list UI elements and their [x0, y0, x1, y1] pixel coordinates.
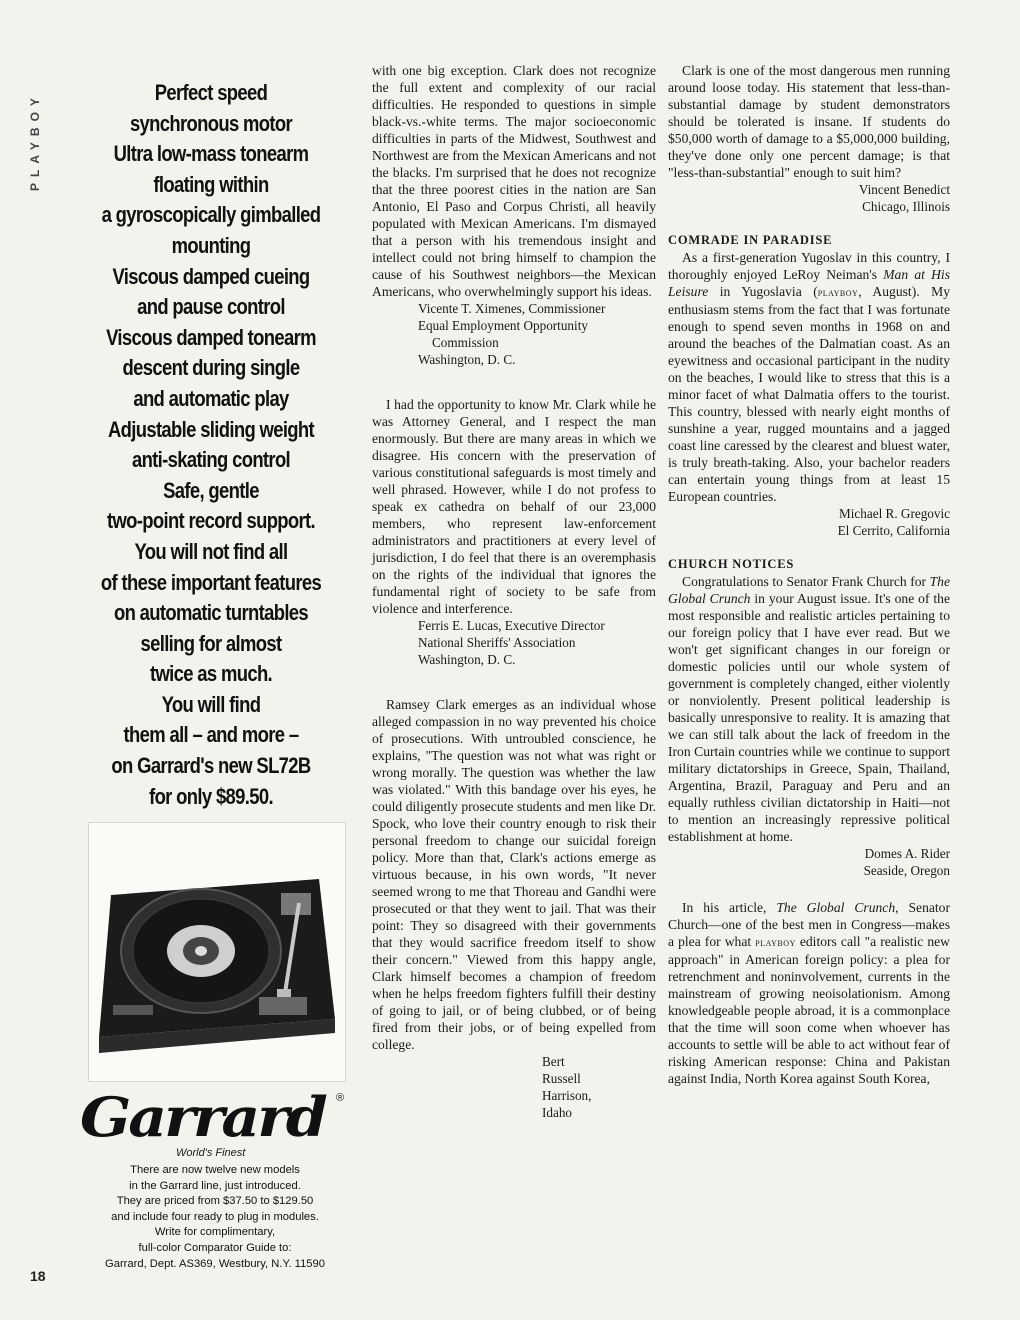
page-number: 18	[30, 1268, 46, 1284]
letter-signature	[372, 300, 656, 368]
ad-headline-line: Viscous damped cueing	[112, 263, 310, 289]
ad-headline-line: Perfect speed	[154, 80, 268, 105]
ad-headline-line: two-point record support.	[106, 508, 316, 534]
logo-wordmark: Garrard	[80, 1086, 325, 1150]
signature-line: Commission	[432, 335, 499, 350]
ad-headline-line: synchronous motor	[129, 110, 293, 136]
letters-column-2	[372, 62, 656, 1121]
ad-headline-line: a gyroscopically gimballed	[101, 202, 321, 228]
ad-copy-line: full-color Comparator Guide to:	[138, 1241, 292, 1254]
signature-line: Seaside, Oregon	[863, 863, 950, 878]
spindle	[195, 946, 207, 956]
ad-copy	[70, 1163, 360, 1272]
signature-line: Bert Russell	[542, 1054, 581, 1086]
ad-copy-line: in the Garrard line, just introduced.	[129, 1179, 301, 1192]
ad-tagline: World's Finest	[176, 1147, 246, 1159]
signature-line: Washington, D. C.	[418, 352, 516, 367]
masthead-vertical: PLAYBOY	[28, 92, 42, 192]
ad-headline	[70, 78, 352, 812]
ad-headline-line: Viscous damped tonearm	[106, 324, 316, 350]
letter-signature	[668, 505, 950, 539]
letter-signature	[372, 1053, 656, 1121]
letter-body: In his article, The Global Crunch, Senator Church—one of the best men in Congress—makes a plea for what playboy editors call "a realistic new approach" in American foreign policy: a plea for retrenchment and noninvolvement, currents in the mainstream of growing neoisolationism. Among knowledgeable people abroad, it is a commonplace that the time will soon come when whoever has accounts to settle will be able to act without fear of risking American response: China and Pakistan against India, North Korea against South Korea,	[668, 900, 950, 1086]
signature-line: National Sheriffs' Association	[418, 635, 576, 650]
section-heading: COMRADE IN PARADISE	[668, 233, 833, 247]
signature-line: Harrison, Idaho	[542, 1088, 592, 1120]
signature-line: Vincent Benedict	[858, 182, 950, 197]
letter-signature	[372, 617, 656, 668]
letter-body: Ramsey Clark emerges as an individual whose alleged compassion in no way prevented his choice of prosecutions. With untroubled conscience, he explains, "The question was not what was right or wrong morally. The question was whether the law was violated." With this bandage over his eyes, he could diligently prosecute students and men like Dr. Spock, who love their country enough to risk their personal freedom to change our suicidal foreign policy. More than that, Clark's actions emerge as virtuous because, in his own words, "It never seemed wrong to me that Thoreau and Gandhi were prosecuted or that they went to jail. That was their point: They so disagreed with their governments that they would sacrifice freedom itself to show their concern." Viewed from this happy angle, Clark himself becomes a champion of freedom when he helps freedom fighters fulfill their destiny of going to jail, or of being clubbed, or of being fired from their jobs, or of being expelled from college.	[372, 697, 656, 1052]
letter-body: I had the opportunity to know Mr. Clark while he was Attorney General, and I respect the man enormously. But there are many areas in which we disagree. His concern with the preservation of various constitutional safeguards is most timely and well phrased. However, while I do not profess to speak ex cathedra on behalf of our 23,000 members, who represent law-enforcement administrators and practitioners at every level of jurisdiction, I do feel that there is an overemphasis on the rights of the individual that ignores the fundamental right of society to be safe from violence and interference.	[372, 397, 656, 616]
letter-signature	[668, 181, 950, 215]
ad-headline-line: anti-skating control	[131, 447, 291, 473]
ad-headline-line: Safe, gentle	[163, 477, 259, 503]
registered-mark: ®	[336, 1092, 345, 1104]
ad-headline-line: twice as much.	[149, 661, 273, 687]
ad-headline-line: descent during single	[122, 355, 300, 381]
section-heading: CHURCH NOTICES	[668, 557, 795, 571]
ad-headline-line: You will not find all	[134, 538, 288, 564]
ad-headline-line: selling for almost	[140, 630, 282, 656]
ad-copy-line: and include four ready to plug in modules.	[111, 1210, 319, 1223]
letters-column-3	[668, 62, 950, 1087]
letter-body: Clark is one of the most dangerous men running around loose today. His statement that less-than-substantial damage by student demonstrators should be tolerated is insane. If students do $50,000 worth of damage to a $5,000,000 building, they've done only one percent damage; is that "less-than-substantial" enough to suit him?	[668, 63, 950, 180]
letter-body: As a first-generation Yugoslav in this country, I thoroughly enjoyed LeRoy Neiman's Man at His Leisure in Yugoslavia (playboy, August). My enthusiasm stems from the fact that I was fortunate enough to spend seven months in 1968 on and around the beaches of the Dalmatian coast. As an eyewitness and occasional participant in the nudity on the beaches, I would like to stress that this is a minor facet of what Dalmatia offers to the tourist. This country, blessed with nearly eight months of sunshine a year, rugged mountains and a jagged coast line caressed by the clearest and bluest water, is truly breath-taking. Also, your bachelor readers can entertain young things from at least 15 European countries.	[668, 250, 951, 504]
ad-headline-line: and pause control	[137, 294, 285, 320]
ad-copy-line: They are priced from $37.50 to $129.50	[116, 1195, 314, 1208]
signature-line: Chicago, Illinois	[862, 199, 950, 214]
ad-headline-line: Adjustable sliding weight	[107, 416, 315, 442]
ad-headline-line: and automatic play	[133, 385, 289, 411]
ad-copy-line: There are now twelve new models	[130, 1164, 300, 1176]
ad-headline-line: them all – and more –	[123, 722, 299, 748]
signature-line: El Cerrito, California	[837, 523, 950, 538]
ad-headline-line: You will find	[161, 691, 261, 717]
ad-headline-line: Ultra low-mass tonearm	[113, 141, 309, 167]
signature-line: Ferris E. Lucas, Executive Director	[418, 618, 605, 633]
ad-headline-line: on automatic turntables	[113, 600, 309, 626]
control-knob	[113, 1005, 153, 1015]
signature-line: Washington, D. C.	[418, 652, 516, 667]
ad-headline-line: on Garrard's new SL72B	[111, 753, 311, 779]
ad-copy-line: Garrard, Dept. AS369, Westbury, N.Y. 11590	[105, 1257, 325, 1270]
ad-headline-line: mounting	[171, 232, 251, 258]
turntable-photo	[88, 822, 346, 1082]
ad-copy-line: Write for complimentary,	[154, 1226, 276, 1239]
letter-signature	[668, 845, 950, 879]
turntable-illustration	[89, 823, 345, 1081]
ad-headline-line: floating within	[153, 171, 269, 197]
ad-headline-line: of these important features	[100, 569, 322, 595]
control-panel	[259, 997, 307, 1015]
signature-line: Equal Employment Opportunity	[418, 318, 588, 333]
signature-line: Michael R. Gregovic	[839, 506, 950, 521]
letter-body: with one big exception. Clark does not recognize the full extent and complexity of our racial difficulties. He responded to questions in simple black-vs.-white terms. The major socioeconomic difficulties in parts of the Midwest, Southwest and Northwest are from the Mexican Americans and not the blacks. I'm surprised that he does not recognize that the three poorest cities in the nation are San Antonio, El Paso and Corpus Christi, all heavily populated with Mexican Americans. I'm dismayed that a person with his tremendous insight and intellect could not bring himself to champion the cause of his Southwest neighbors—the Mexican Americans, who overwhelmingly support his ideas.	[372, 63, 656, 299]
garrard-ad	[70, 78, 352, 812]
letter-body: Congratulations to Senator Frank Church for The Global Crunch in your August issue. It's one of the most responsible and realistic articles pertaining to our foreign policy that I have ever read. But we won't get significant changes in our foreign or domestic policies until our whole system of government is completely changed, either violently or nonviolently. Present political leadership is basically unresponsive to reality. It is amazing that we can still talk about the lack of freedom in the Iron Curtain countries while we continue to support military dictatorships in Greece, Spain, Thailand, Argentina, Brazil, Paraguay and Peru and an equally ruthless civilian dictatorship in Haiti—not to mention an increasingly repressive political establishment at home.	[668, 574, 950, 844]
signature-line: Domes A. Rider	[864, 846, 950, 861]
signature-line: Vicente T. Ximenes, Commissioner	[418, 301, 606, 316]
ad-headline-line: for only $89.50.	[149, 783, 273, 809]
